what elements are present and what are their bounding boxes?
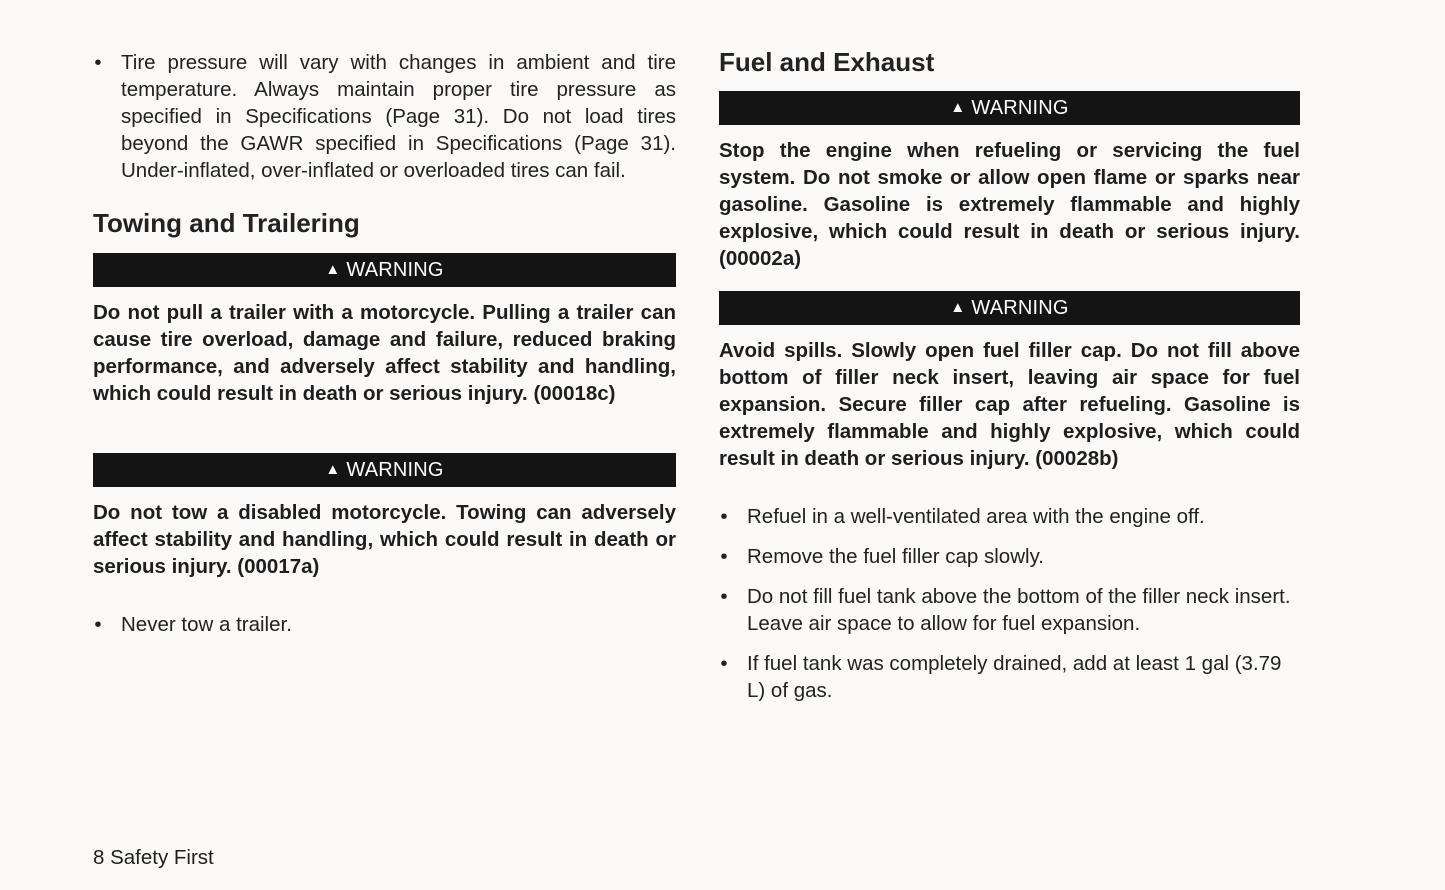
list-item bbox=[719, 503, 1300, 530]
warning-triangle-icon: ▲ bbox=[325, 460, 341, 478]
warning-text-spills: Avoid spills. Slowly open fuel filler cap. Do not fill above bottom of filler neck insert, leaving air space for fuel expansion. Secure filler cap after refueling. Gasoline is extremely flammable and highly explosive, which could result in death or serious injury. (00028b) bbox=[719, 339, 1300, 470]
section-title-fuel: Fuel and Exhaust bbox=[719, 47, 935, 77]
warning-triangle-icon: ▲ bbox=[950, 98, 966, 116]
bullet-text: Do not fill fuel tank above the bottom of the filler neck insert. Leave air space to allow for fuel expansion. bbox=[747, 585, 1291, 635]
warning-text-tow-disabled: Do not tow a disabled motorcycle. Towing can adversely affect stability and handling, which could result in death or serious injury. (00017a) bbox=[93, 501, 676, 578]
bullet-text: Remove the fuel filler cap slowly. bbox=[747, 545, 1044, 568]
warning-banner bbox=[719, 91, 1300, 125]
bullet-icon: • bbox=[720, 652, 728, 675]
list-item bbox=[719, 583, 1300, 637]
list-item bbox=[719, 650, 1300, 704]
warning-banner bbox=[719, 291, 1300, 325]
bullet-icon: • bbox=[94, 51, 102, 74]
bullet-icon: • bbox=[720, 505, 728, 528]
page-footer: 8 Safety First bbox=[93, 846, 214, 869]
warning-label: WARNING bbox=[346, 458, 444, 481]
bullet-text: Never tow a trailer. bbox=[121, 613, 292, 636]
bullet-icon: • bbox=[720, 545, 728, 568]
list-item bbox=[93, 611, 676, 638]
warning-text-refueling: Stop the engine when refueling or servicing the fuel system. Do not smoke or allow open flame or sparks near gasoline. Gasoline is extremely flammable and highly explosive, which could result in death or serious injury. (00002a) bbox=[719, 139, 1300, 270]
warning-label: WARNING bbox=[346, 258, 444, 281]
warning-label: WARNING bbox=[971, 96, 1069, 119]
warning-triangle-icon: ▲ bbox=[325, 260, 341, 278]
bullet-text: Refuel in a well-ventilated area with the engine off. bbox=[747, 505, 1205, 528]
bullet-icon: • bbox=[94, 613, 102, 636]
warning-banner bbox=[93, 453, 676, 487]
warning-label: WARNING bbox=[971, 296, 1069, 319]
bullet-icon: • bbox=[720, 585, 728, 608]
warning-triangle-icon: ▲ bbox=[950, 298, 966, 316]
warning-text-trailer: Do not pull a trailer with a motorcycle. Pulling a trailer can cause tire overload, damage and failure, reduced braking performance, and adversely affect stability and handling, which could result in death or serious injury. (00018c) bbox=[93, 301, 676, 405]
bullet-text: If fuel tank was completely drained, add at least 1 gal (3.79 L) of gas. bbox=[747, 652, 1282, 702]
bullet-text: Tire pressure will vary with changes in ambient and tire temperature. Always maintain proper tire pressure as specified in Specifications (Page 31). Do not load tires beyond the GAWR specified in Specifications (Page 31). Under-inflated, over-inflated or overloaded tires can fail. bbox=[121, 51, 676, 182]
warning-banner bbox=[93, 253, 676, 287]
tire-pressure-bullet bbox=[93, 49, 676, 184]
list-item bbox=[719, 543, 1300, 570]
section-title-towing: Towing and Trailering bbox=[93, 208, 360, 238]
